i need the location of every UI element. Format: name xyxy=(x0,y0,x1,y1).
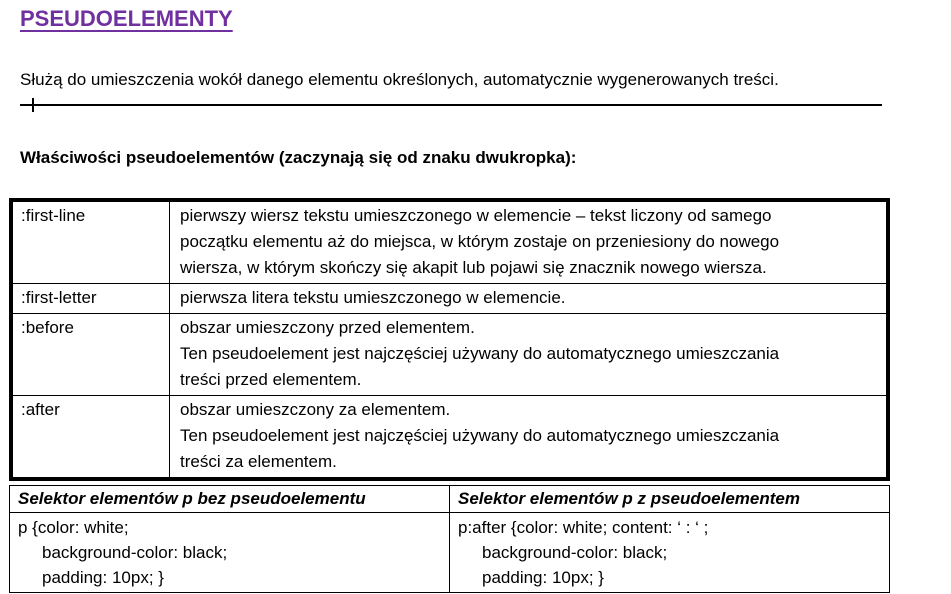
code-cell-with xyxy=(450,513,890,593)
code-line: p {color: white; xyxy=(18,518,129,537)
description-line: obszar umieszczony przed elementem. xyxy=(180,318,475,337)
description-cell xyxy=(170,314,889,396)
code-line: p:after {color: white; content: ‘ : ‘ ; xyxy=(458,518,709,537)
column-header-with: Selektor elementów p z pseudoelementem xyxy=(450,486,890,513)
description-line: wiersza, w którym skończy się akapit lub pojawi się znacznik nowego wiersza. xyxy=(180,258,767,277)
table-row xyxy=(11,200,888,284)
column-header-without: Selektor elementów p bez pseudoelementu xyxy=(10,486,450,513)
section-heading: Właściwości pseudoelementów (zaczynają się od znaku dwukropka): xyxy=(20,148,577,167)
intro-paragraph: Służą do umieszczenia wokół danego elementu określonych, automatycznie wygenerowanych treści. xyxy=(20,70,779,89)
code-line: background-color: black; xyxy=(482,543,668,562)
description-line: początku elementu aż do miejsca, w którym zostaje on przeniesiony do nowego xyxy=(180,232,780,251)
description-line: pierwsza litera tekstu umieszczonego w elemencie. xyxy=(180,288,566,307)
selector-cell: :after xyxy=(11,396,170,480)
description-cell xyxy=(170,396,889,480)
table-row xyxy=(11,396,888,480)
code-line: background-color: black; xyxy=(42,543,228,562)
page-title: PSEUDOELEMENTY xyxy=(20,6,233,31)
description-cell xyxy=(170,200,889,284)
description-line: obszar umieszczony za elementem. xyxy=(180,400,451,419)
table-header-row xyxy=(10,486,890,513)
code-line: padding: 10px; } xyxy=(482,568,604,587)
selector-cell: :first-letter xyxy=(11,284,170,314)
description-line: Ten pseudoelement jest najczęściej używany do automatycznego umieszczania xyxy=(180,344,780,363)
description-line: Ten pseudoelement jest najczęściej używany do automatycznego umieszczania xyxy=(180,426,780,445)
description-line: pierwszy wiersz tekstu umieszczonego w elemencie – tekst liczony od samego xyxy=(180,206,772,225)
description-cell xyxy=(170,284,889,314)
code-cell-without xyxy=(10,513,450,593)
table-row xyxy=(11,284,888,314)
table-row xyxy=(10,513,890,593)
text-cursor-icon xyxy=(32,98,34,112)
code-line: padding: 10px; } xyxy=(42,568,164,587)
comparison-table xyxy=(9,485,890,593)
table-row xyxy=(11,314,888,396)
description-line: treści za elementem. xyxy=(180,452,337,471)
pseudoelements-table xyxy=(9,198,890,481)
selector-cell: :before xyxy=(11,314,170,396)
description-line: treści przed elementem. xyxy=(180,370,362,389)
selector-cell: :first-line xyxy=(11,200,170,284)
horizontal-rule xyxy=(20,104,882,106)
